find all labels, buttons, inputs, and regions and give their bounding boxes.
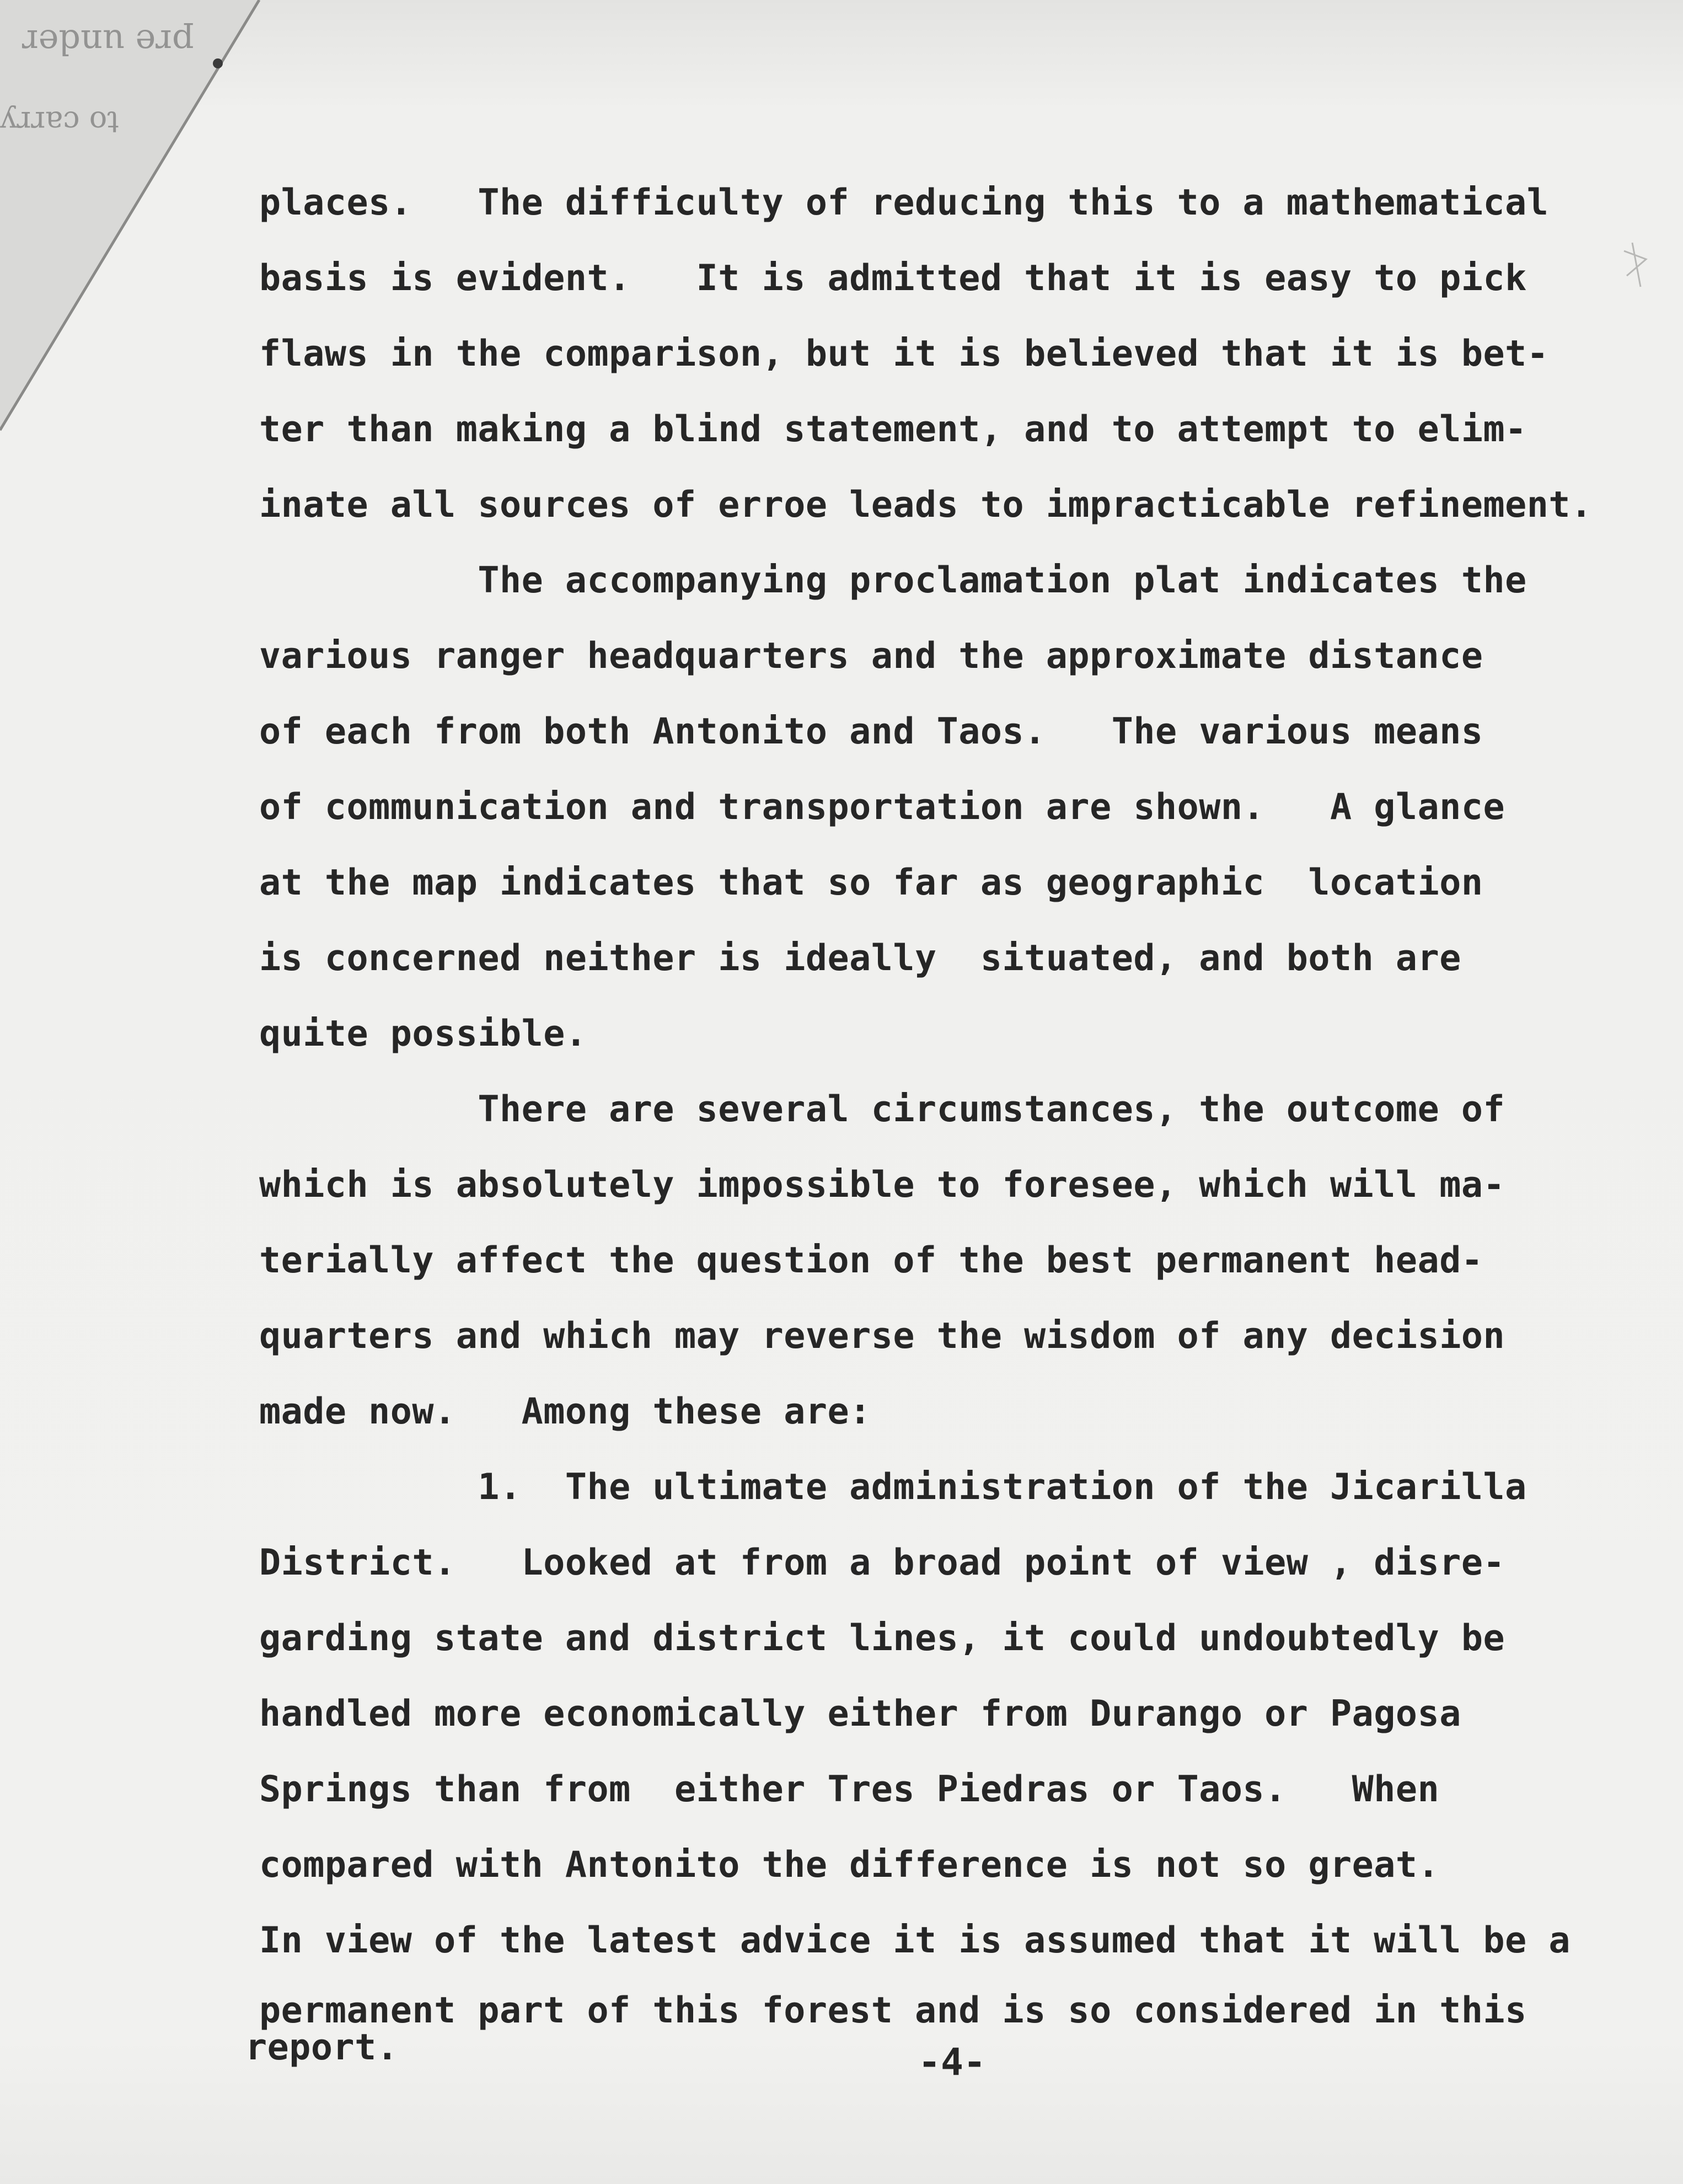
text-line: made now. Among these are: [259, 1391, 871, 1432]
text-line: permanent part of this forest and is so considered in this [259, 1990, 1527, 2031]
text-line: compared with Antonito the difference is not so great. [259, 1844, 1440, 1886]
text-line: flaws in the comparison, but it is believed that it is bet- [259, 333, 1549, 374]
text-line: report. [245, 2027, 399, 2068]
text-line: quite possible. [259, 1013, 587, 1054]
page-number: -4- [918, 2041, 986, 2084]
text-line: There are several circumstances, the outcome of [259, 1089, 1505, 1130]
text-line: places. The difficulty of reducing this to a mathematical [259, 182, 1549, 223]
text-line: is concerned neither is ideally situated, and both are [259, 938, 1461, 979]
text-line: of each from both Antonito and Taos. The various means [259, 711, 1483, 752]
text-line: at the map indicates that so far as geographic location [259, 862, 1483, 903]
text-line: In view of the latest advice it is assumed that it will be a [259, 1920, 1571, 1961]
text-line: Springs than from either Tres Piedras or Taos. When [259, 1769, 1440, 1810]
text-line: handled more economically either from Durango or Pagosa [259, 1693, 1461, 1735]
text-line: which is absolutely impossible to foresee, which will ma- [259, 1164, 1505, 1206]
paper-blemish [1624, 243, 1646, 287]
speck-mark [213, 58, 223, 68]
text-line: District. Looked at from a broad point of view , disre- [259, 1542, 1505, 1583]
text-line: of communication and transportation are shown. A glance [259, 786, 1505, 828]
text-line: garding state and district lines, it could undoubtedly be [259, 1618, 1505, 1659]
text-line: ter than making a blind statement, and to attempt to elim- [259, 409, 1527, 450]
text-line: The accompanying proclamation plat indicates the [259, 560, 1527, 601]
corner-fragment-2: to carry [0, 105, 119, 140]
text-line: basis is evident. It is admitted that it is easy to pick [259, 258, 1527, 299]
text-line: various ranger headquarters and the approximate distance [259, 635, 1483, 677]
text-line: 1. The ultimate administration of the Jicarilla [259, 1466, 1527, 1508]
text-line: inate all sources of erroe leads to impracticable refinement. [259, 484, 1593, 526]
text-line: quarters and which may reverse the wisdom of any decision [259, 1315, 1505, 1357]
text-line: terially affect the question of the best permanent head- [259, 1240, 1483, 1281]
corner-fragment-1: pre under [22, 22, 194, 62]
